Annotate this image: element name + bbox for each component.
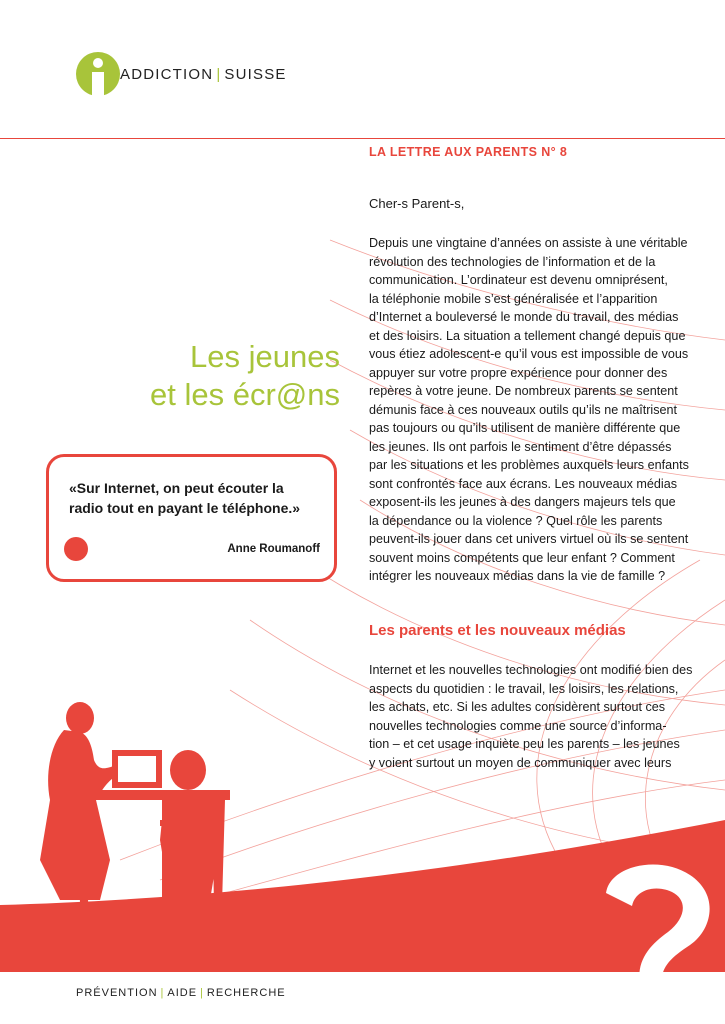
footer-tagline — [76, 987, 286, 999]
text-line: nouvelles technologies comme une source d’informa- — [369, 718, 667, 733]
footer-item-aide: AIDE — [167, 987, 198, 999]
brand-right: SUISSE — [224, 66, 287, 83]
quote-line-1: «Sur Internet, on peut écouter la — [69, 480, 284, 496]
text-line: repères à votre jeune. De nombreux parents se sentent — [369, 384, 678, 398]
paragraph-1-lines — [369, 234, 699, 586]
text-line: appuyer sur votre propre expérience pour donner des — [369, 365, 668, 380]
text-line: et des loisirs. La situation a tellement changé depuis que — [369, 328, 686, 343]
text-line: révolution des technologies de l’information et de la — [369, 254, 656, 269]
text-line: la dépendance ou la violence ? Quel rôle les parents — [369, 513, 663, 528]
text-line: peuvent-ils jouer dans cet univers virtuel où ils se sentent — [369, 532, 689, 546]
letter-paragraph-1 — [369, 234, 699, 586]
letter-paragraph-2 — [369, 661, 699, 772]
footer-item-prevention: PRÉVENTION — [76, 987, 158, 999]
text-line: la téléphonie mobile s’est généralisée et l’apparition — [369, 291, 658, 306]
quote-box — [46, 454, 337, 582]
text-line: par les situations et les problèmes auxquels leurs enfants — [369, 458, 689, 472]
footer-separator: | — [200, 987, 204, 999]
text-line: Internet et les nouvelles technologies ont modifié bien des — [369, 663, 693, 677]
paragraph-2-lines — [369, 661, 699, 772]
text-line: exposent-ils les jeunes à des dangers majeurs tels que — [369, 495, 676, 509]
issue-label: LA LETTRE AUX PARENTS N° 8 — [369, 145, 568, 159]
brand-left: ADDICTION — [120, 66, 214, 83]
quote-text — [69, 478, 329, 518]
text-line: souvent moins compétents que leur enfant ? Comment — [369, 550, 675, 565]
text-line: les achats, etc. Si les adultes considèrent surtout ces — [369, 700, 666, 714]
quote-dot-icon — [64, 537, 88, 561]
letter-greeting: Cher-s Parent-s, — [369, 196, 465, 211]
brand-separator: | — [216, 66, 222, 83]
text-line: les jeunes. Ils ont parfois le sentiment d’être dépassés — [369, 439, 672, 454]
footer-item-recherche: RECHERCHE — [206, 987, 286, 999]
text-line: démunis face à ces nouveaux outils qu’ils ne maîtrisent — [369, 402, 678, 417]
header-rule — [0, 138, 725, 139]
page-title — [150, 338, 340, 414]
letter-subheading: Les parents et les nouveaux médias — [369, 622, 626, 639]
text-line: aspects du quotidien : le travail, les loisirs, les relations, — [369, 681, 679, 696]
text-line: Depuis une vingtaine d’années on assiste à une véritable — [369, 236, 688, 250]
footer-separator: | — [160, 987, 165, 999]
addiction-suisse-logo-icon — [76, 50, 120, 102]
text-line: tion – et cet usage inquiète peu les parents – les jeunes — [369, 737, 680, 751]
text-line: d’Internet a bouleversé le monde du travail, des médias — [369, 310, 679, 324]
text-line: intégrer les nouveaux médias dans la vie de famille ? — [369, 569, 666, 583]
text-line: pas toujours ou qu’ils utilisent de manière différente que — [369, 421, 681, 435]
text-line: y voient surtout un moyen de communiquer avec leurs — [369, 755, 672, 770]
quote-author: Anne Roumanoff — [227, 543, 320, 555]
brand-name — [120, 66, 287, 83]
quote-line-2: radio tout en payant le téléphone.» — [69, 500, 301, 516]
text-line: vous étiez adolescent-e qu’il vous est impossible de vous — [369, 347, 689, 361]
title-line-2: et les écr@ns — [150, 377, 340, 412]
text-line: sont confrontés face aux écrans. Les nouveaux médias — [369, 476, 678, 491]
text-line: communication. L’ordinateur est devenu omniprésent, — [369, 273, 668, 287]
title-line-1: Les jeunes — [190, 339, 340, 374]
